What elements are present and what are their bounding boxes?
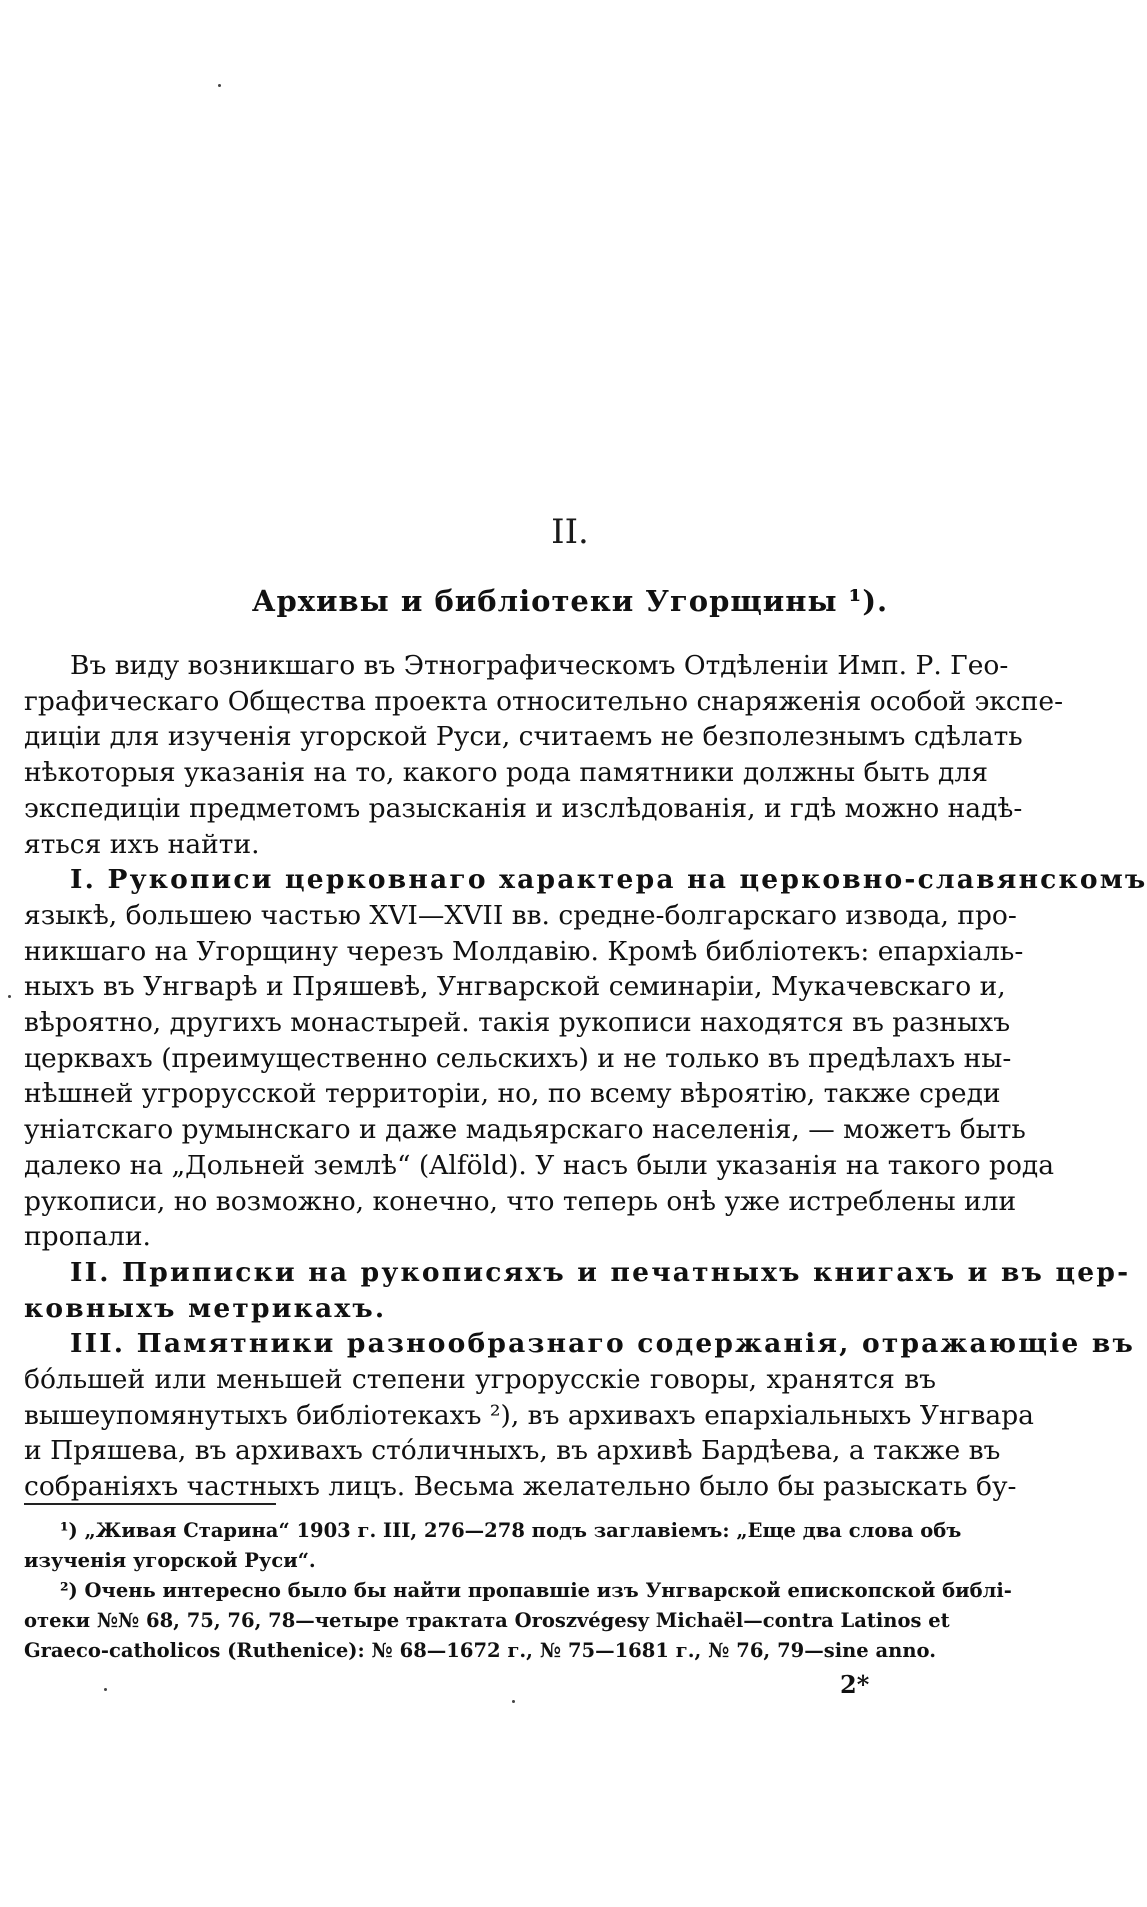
print-speck: [218, 84, 221, 87]
text-line: языкѣ, большею частью XVI—XVII вв. средне-болгарскаго извода, про-: [24, 899, 1017, 931]
chapter-number: II.: [551, 512, 589, 552]
text-line: нѣшней угрорусской территоріи, но, по всему вѣроятію, также среди: [24, 1078, 1001, 1110]
footnote-2: [24, 1576, 1012, 1666]
paragraph-intro: [24, 648, 1064, 862]
footnote-line: отеки №№ 68, 75, 76, 78—четыре трактата Oroszvégesy Michaël—contra Latinos et: [24, 1609, 950, 1632]
footnote-line: изученія угорской Руси“.: [24, 1549, 316, 1572]
footnote-divider: [24, 1503, 276, 1505]
print-speck: [512, 1700, 515, 1703]
section-heading-3: III. Памятники разнообразнаго содержанія, отражающіе въ: [70, 1328, 1136, 1360]
paragraph-section-1: [24, 862, 1147, 1255]
text-line: ныхъ въ Унгварѣ и Пряшевѣ, Унгварской семинаріи, Мукачевскаго и,: [24, 971, 1006, 1003]
chapter-title: Архивы и библіотеки Угорщины ¹).: [251, 584, 889, 618]
text-line: собраніяхъ частныхъ лицъ. Весьма желательно было бы разыскать бу-: [24, 1471, 1017, 1503]
section-heading-2-cont: ковныхъ метрикахъ.: [24, 1292, 387, 1324]
body-text: [24, 648, 1147, 1505]
text-line: графическаго Общества проекта относительно снаряженія особой экспе-: [24, 685, 1064, 717]
text-line: вышеупомянутыхъ библіотекахъ ²), въ архивахъ епархіальныхъ Унгвара: [24, 1399, 1034, 1431]
text-line: никшаго на Угорщину черезъ Молдавію. Кромѣ библіотекъ: епархіаль-: [24, 935, 1024, 967]
text-line: церквахъ (преимущественно сельскихъ) и не только въ предѣлахъ ны-: [24, 1042, 1012, 1074]
footnote-1: [24, 1516, 962, 1576]
text-line: вѣроятно, другихъ монастырей. такія рукописи находятся въ разныхъ: [24, 1007, 1011, 1039]
text-line: нѣкоторыя указанія на то, какого рода памятники должны быть для: [24, 757, 988, 789]
footnotes: [24, 1516, 1012, 1666]
text-line: далеко на „Дольней землѣ“ (Alföld). У насъ были указанія на такого рода: [24, 1149, 1055, 1181]
text-line: и Пряшева, въ архивахъ сто́личныхъ, въ архивѣ Бардѣева, а также въ: [24, 1435, 1001, 1467]
print-speck: [104, 1688, 107, 1691]
paragraph-section-2: [24, 1255, 1131, 1326]
paragraph-section-3: [24, 1326, 1136, 1505]
text-line: пропали.: [24, 1221, 151, 1253]
footnote-line: ²) Очень интересно было бы найти пропавшіе изъ Унгварской епископской библі-: [60, 1579, 1012, 1602]
section-heading-2: II. Приписки на рукописяхъ и печатныхъ книгахъ и въ цер-: [70, 1256, 1131, 1288]
text-line: бо́льшей или меньшей степени угрорусскіе говоры, хранятся въ: [24, 1364, 936, 1396]
text-line: экспедиціи предметомъ разысканія и изслѣдованія, и гдѣ можно надѣ-: [24, 792, 1023, 824]
text-line: яться ихъ найти.: [24, 828, 260, 860]
footnote-line: Graeco-catholicos (Ruthenice): № 68—1672 г., № 75—1681 г., № 76, 79—sine anno.: [24, 1639, 936, 1662]
footnote-line: ¹) „Живая Старина“ 1903 г. III, 276—278 подъ заглавіемъ: „Еще два слова объ: [60, 1519, 962, 1542]
text-line: уніатскаго румынскаго и даже мадьярскаго населенія, — можетъ быть: [24, 1114, 1026, 1146]
section-heading-1: I. Рукописи церковнаго характера на церковно-славянскомъ: [70, 864, 1147, 896]
text-line: диціи для изученія угорской Руси, считаемъ не безполезнымъ сдѣлать: [24, 721, 1023, 753]
text-line: Въ виду возникшаго въ Этнографическомъ Отдѣленіи Имп. Р. Гео-: [70, 650, 1009, 681]
text-line: рукописи, но возможно, конечно, что теперь онѣ уже истреблены или: [24, 1185, 1017, 1217]
signature-mark: 2*: [840, 1670, 870, 1699]
print-speck: [8, 995, 11, 998]
